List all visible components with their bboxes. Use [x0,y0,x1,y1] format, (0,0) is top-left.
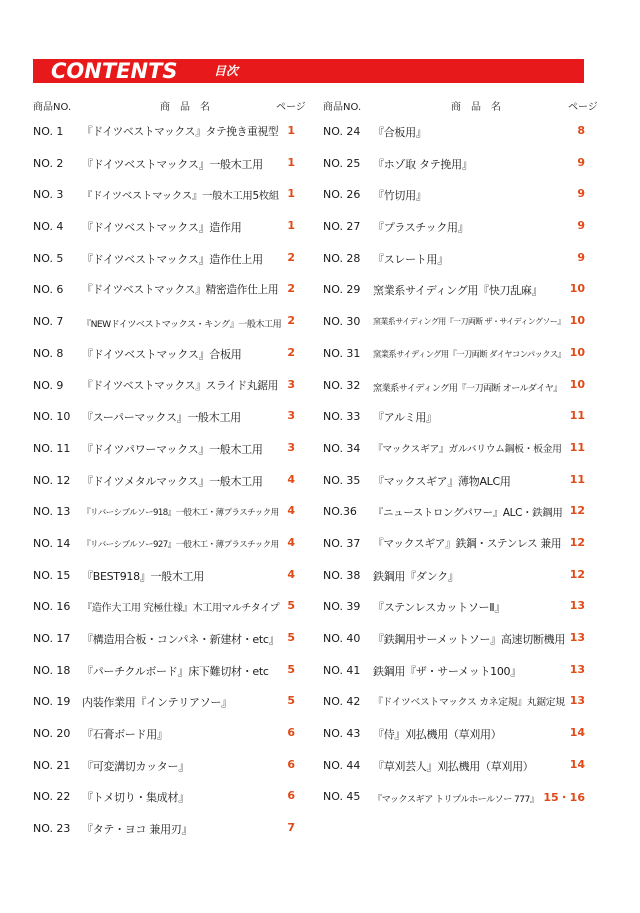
item-name: 窯業系サイディング用『一刀両断 ザ・サイディングソー』 [373,317,565,327]
item-page-number: 2 [287,314,295,328]
contents-row [33,623,295,655]
contents-row [33,781,295,813]
item-page-number: 1 [287,155,295,169]
item-name: 『マックスギア』ガルバリウム鋼板・板金用 [373,443,562,455]
item-number: NO. 24 [323,125,361,138]
contents-row [33,465,295,497]
contents-row [33,306,295,338]
contents-row [33,370,295,402]
item-page-number: 10 [569,282,585,296]
item-page-number: 3 [287,440,295,454]
item-page-number: 1 [287,219,295,233]
left-header-page: ページ [276,102,306,113]
item-number: NO. 6 [33,283,64,297]
item-number: NO. 10 [33,410,71,424]
contents-row [33,496,295,528]
right-header-page: ページ [568,102,598,113]
item-number: NO. 39 [323,600,361,614]
item-name: 『リバーシブルソー927』一般木工・薄プラスチック用 [82,539,279,550]
item-page-number: 1 [287,187,295,201]
item-name: 『ドイツベストマックス』造作仕上用 [82,252,263,266]
item-name: 内装作業用『インテリアソー』 [82,696,232,710]
item-page-number: 9 [577,219,585,233]
item-number: NO. 25 [323,156,361,170]
item-page-number: 9 [577,187,585,201]
contents-row [33,338,295,370]
item-name: 窯業系サイディング用『一刀両断 オールダイヤ』 [373,382,562,394]
item-page-number: 10 [569,377,585,391]
item-name: 『NEWドイツベストマックス・キング』一般木工用 [82,319,282,331]
item-page-number: 9 [577,155,585,169]
item-name: 『草刈芸人』刈払機用（草刈用） [373,759,534,773]
item-page-number: 1 [287,124,295,137]
contents-row [33,274,295,306]
item-number: NO. 40 [323,632,361,645]
item-name: 『造作大工用 究極仕様』木工用マルチタイプ [82,603,280,615]
item-name: 『ドイツベストマックス』合板用 [82,347,242,361]
item-number: NO. 20 [33,727,71,741]
contents-row [323,179,585,211]
item-page-number: 5 [287,599,295,613]
contents-row [323,781,585,813]
item-page-number: 4 [287,472,295,486]
contents-row [323,560,585,592]
contents-row [33,655,295,687]
item-number: NO. 3 [33,188,64,202]
contents-row [323,686,585,718]
contents-row [323,591,585,623]
item-name: 『ドイツベストマックス』一般木工用 [82,157,263,171]
item-number: NO. 13 [33,505,71,519]
item-number: NO. 22 [33,790,71,804]
item-name: 『マックスギア トリプルホールソー 777』 [373,794,539,806]
item-number: NO. 29 [323,283,361,297]
item-name: 『石膏ボード用』 [82,728,168,742]
item-name: 『可変溝切カッター』 [82,759,189,773]
item-page-number: 8 [577,124,585,137]
item-name: 『竹切用』 [373,189,427,203]
contents-row [33,750,295,782]
contents-row [33,243,295,275]
contents-row [323,496,585,528]
item-name: 『鉄鋼用サーメットソー』高速切断機用 [373,633,566,646]
contents-row [323,243,585,275]
right-contents-list [323,116,585,813]
item-name: 窯業系サイディング用『一刀両断 ダイヤコンパックス』 [373,348,566,359]
left-header-no: 商品NO. [33,102,72,113]
item-page-number: 2 [287,345,295,359]
item-page-number: 4 [287,567,295,581]
item-name: 『リバーシブルソー918』一般木工・薄プラスチック用 [82,508,279,519]
item-name: 『プラスチック用』 [373,221,469,235]
item-number: NO. 1 [33,125,64,138]
item-number: NO. 5 [33,251,64,265]
item-name: 『ドイツベストマックス』精密造作仕上用 [82,283,279,297]
item-page-number: 5 [287,694,295,708]
contents-row [323,370,585,402]
item-name: 鉄鋼用『ザ・サーメット100』 [373,664,521,678]
left-contents-list [33,116,295,845]
item-page-number: 11 [569,472,585,486]
item-name: 『ドイツパワーマックス』一般木工用 [82,442,263,456]
left-header-name: 商 品 名 [160,102,210,113]
contents-row [323,306,585,338]
item-page-number: 12 [569,535,585,549]
item-page-number: 3 [287,377,295,391]
contents-row [323,750,585,782]
contents-row [33,401,295,433]
contents-row [323,148,585,180]
contents-row [323,211,585,243]
item-name: 『ドイツベストマックス カネ定規』丸鋸定規 [373,697,565,709]
item-number: NO. 19 [33,695,71,709]
contents-row [33,433,295,465]
item-page-number: 13 [569,599,585,613]
item-number: NO. 28 [323,251,361,265]
contents-row [323,401,585,433]
item-number: NO. 7 [33,315,64,329]
item-number: NO. 15 [33,568,71,582]
item-page-number: 2 [287,250,295,264]
item-page-number: 13 [569,662,585,676]
contents-row [323,338,585,370]
contents-row [323,433,585,465]
item-number: NO. 8 [33,346,64,360]
item-name: 『マックスギア』鉄鋼・ステンレス 兼用 [373,536,562,550]
contents-row [33,591,295,623]
item-page-number: 6 [287,789,295,803]
item-name: 『スーパーマックス』一般木工用 [82,411,241,425]
item-number: NO. 26 [323,188,361,202]
item-name: 『マックスギア』薄物ALC用 [373,474,511,488]
item-name: 『ドイツベストマックス』造作用 [82,221,242,235]
item-number: NO. 21 [33,758,71,772]
item-page-number: 5 [287,631,295,644]
item-page-number: 10 [569,345,585,359]
item-number: NO. 16 [33,600,71,614]
item-number: NO. 12 [33,473,71,487]
item-number: NO. 14 [33,536,71,550]
contents-row [33,813,295,845]
contents-row [33,718,295,750]
item-page-number: 2 [287,282,295,296]
item-number: NO. 42 [323,695,361,709]
contents-banner [33,59,584,83]
item-name: 『ドイツベストマックス』タテ挽き重視型 [82,125,279,138]
contents-row [33,179,295,211]
contents-row [323,623,585,655]
right-header-no: 商品NO. [323,102,362,113]
item-page-number: 15・16 [543,791,585,805]
contents-row [323,528,585,560]
item-number: NO. 4 [33,220,64,234]
item-number: NO. 17 [33,632,71,645]
item-name: 『ドイツベストマックス』一般木工用5枚組 [82,190,279,203]
item-number: NO. 18 [33,663,71,677]
item-page-number: 12 [569,504,585,518]
item-page-number: 12 [569,567,585,581]
item-number: NO. 32 [323,378,361,392]
item-page-number: 5 [287,662,295,676]
item-number: NO. 34 [323,441,361,455]
item-page-number: 6 [287,726,295,740]
contents-row [323,718,585,750]
contents-row [33,528,295,560]
contents-row [323,274,585,306]
item-number: NO. 45 [323,790,361,804]
item-number: NO. 35 [323,473,361,487]
item-page-number: 3 [287,409,295,423]
item-page-number: 6 [287,757,295,771]
contents-row [33,148,295,180]
contents-row [33,560,295,592]
contents-row [323,655,585,687]
item-number: NO. 38 [323,568,361,582]
item-name: 『ホゾ取 タテ挽用』 [373,157,473,171]
item-number: NO. 27 [323,220,361,234]
item-number: NO. 23 [33,822,71,836]
item-name: 『構造用合板・コンパネ・新建材・etc』 [82,633,280,646]
item-number: NO. 2 [33,156,64,170]
item-number: NO. 41 [323,663,361,677]
contents-row [33,211,295,243]
item-name: 『ドイツベストマックス』スライド丸鋸用 [82,378,278,392]
item-page-number: 13 [569,694,585,708]
item-number: NO. 9 [33,378,64,392]
item-name: 『スレート用』 [373,252,448,266]
right-header-name: 商 品 名 [451,102,501,113]
item-number: NO. 11 [33,441,71,455]
item-number: NO. 43 [323,727,361,741]
item-name: 『ステンレスカットソーⅡ』 [373,601,506,615]
item-name: 『合板用』 [373,126,427,139]
banner-subtitle: 目次 [214,64,239,78]
item-name: 『パーチクルボード』床下難切材・etc [82,664,269,678]
item-page-number: 9 [577,250,585,264]
item-name: 『侍』刈払機用（草刈用） [373,728,502,742]
item-name: 窯業系サイディング用『快刀乱麻』 [373,284,543,298]
item-number: NO. 37 [323,536,361,550]
contents-row [323,116,585,148]
item-name: 『トメ切り・集成材』 [82,791,189,805]
item-name: 『BEST918』一般木工用 [82,569,204,583]
item-page-number: 11 [569,409,585,423]
item-name: 『ドイツメタルマックス』一般木工用 [82,474,263,488]
item-page-number: 4 [287,504,295,518]
item-number: NO. 30 [323,315,361,329]
item-page-number: 7 [287,821,295,835]
item-page-number: 14 [569,757,585,771]
item-page-number: 13 [569,631,585,644]
item-page-number: 4 [287,535,295,549]
item-number: NO. 33 [323,410,361,424]
item-page-number: 11 [569,440,585,454]
item-name: 『タテ・ヨコ 兼用刃』 [82,823,193,837]
item-number: NO. 31 [323,346,361,360]
item-name: 鉄鋼用『ダンク』 [373,569,459,583]
item-page-number: 14 [569,726,585,740]
contents-row [33,686,295,718]
item-page-number: 10 [569,314,585,328]
item-name: 『アルミ用』 [373,411,437,425]
item-number: NO. 44 [323,758,361,772]
banner-title: CONTENTS [51,59,178,83]
item-number: NO.36 [323,505,357,519]
contents-row [323,465,585,497]
contents-row [33,116,295,148]
item-name: 『ニューストロングパワー』ALC・鉄鋼用 [373,507,563,520]
